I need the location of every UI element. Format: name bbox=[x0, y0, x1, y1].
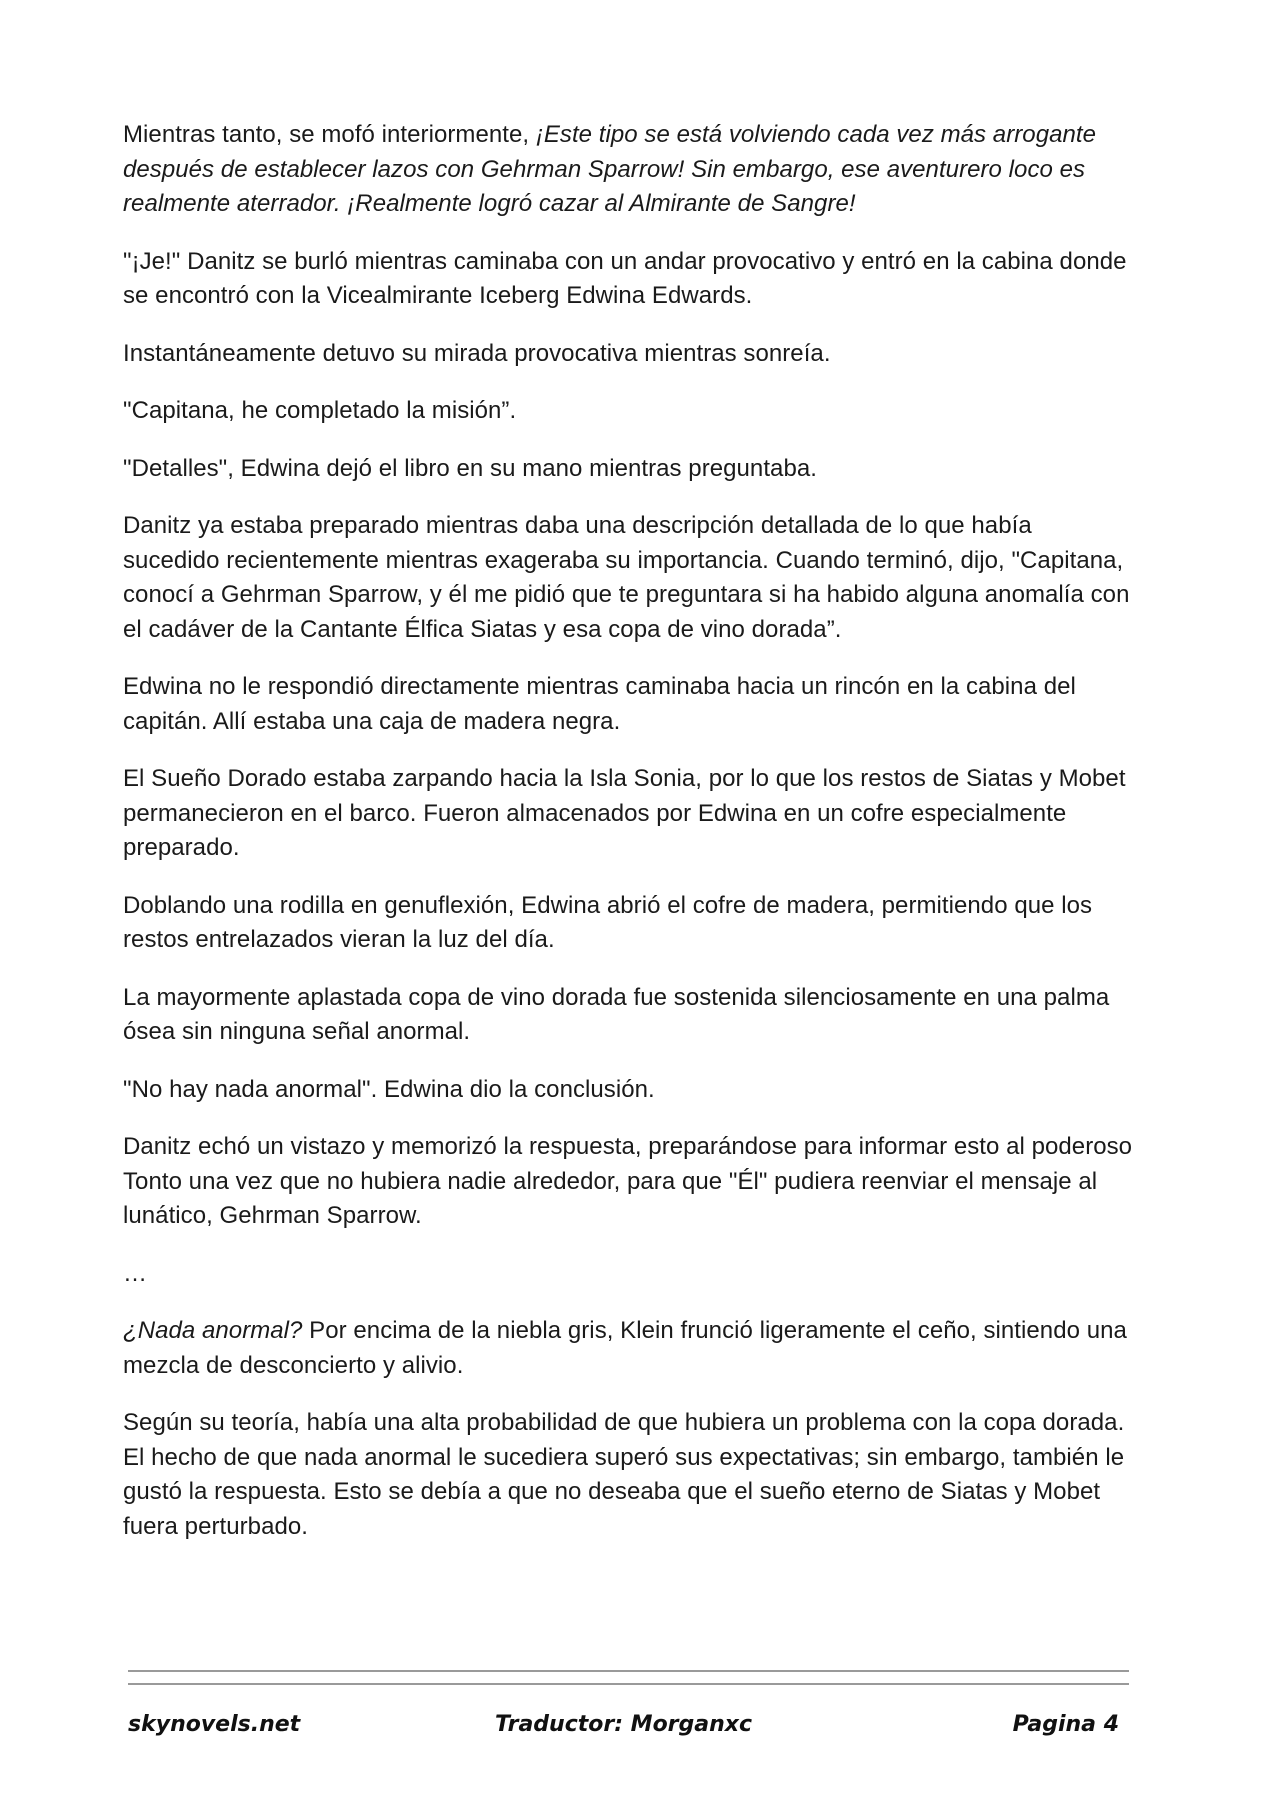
paragraph bbox=[123, 762, 1133, 866]
paragraph bbox=[123, 245, 1133, 314]
paragraph bbox=[123, 118, 1133, 222]
paragraph-text: El Sueño Dorado estaba zarpando hacia la Isla Sonia, por lo que los restos de Siatas y Mobet permanecieron en el barco. Fueron almacenados por Edwina en un cofre especialmente preparado. bbox=[123, 765, 1126, 861]
footer-site-name: skynovels.net bbox=[128, 1712, 301, 1737]
footer-page-number: Pagina 4 bbox=[1012, 1712, 1119, 1737]
paragraph-text: Por encima de la niebla gris, Klein frunció ligeramente el ceño, sintiendo una mezcla de desconcierto y alivio. bbox=[123, 1317, 1127, 1379]
paragraph bbox=[123, 1257, 1133, 1292]
paragraph-italic-text: ¿Nada anormal? bbox=[123, 1317, 303, 1344]
paragraph-text: "No hay nada anormal". Edwina dio la conclusión. bbox=[123, 1075, 655, 1103]
document-body bbox=[123, 118, 1133, 1567]
paragraph-text: "Detalles", Edwina dejó el libro en su mano mientras preguntaba. bbox=[123, 454, 817, 482]
paragraph-text: Edwina no le respondió directamente mientras caminaba hacia un rincón en la cabina del capitán. Allí estaba una caja de madera negra. bbox=[123, 673, 1076, 735]
paragraph-text: Danitz echó un vistazo y memorizó la respuesta, preparándose para informar esto al poderoso Tonto una vez que no hubiera nadie alrededor, para que "Él" pudiera reenviar el mensaje al lunático, Gehrman Sparrow. bbox=[123, 1133, 1133, 1229]
footer-divider-top bbox=[128, 1670, 1129, 1672]
footer-translator: Traductor: Morganxc bbox=[495, 1712, 753, 1737]
paragraph bbox=[123, 981, 1133, 1050]
footer-divider-bottom bbox=[128, 1683, 1129, 1685]
paragraph bbox=[123, 509, 1133, 647]
paragraph-text: La mayormente aplastada copa de vino dorada fue sostenida silenciosamente en una palma ósea sin ninguna señal anormal. bbox=[123, 983, 1110, 1045]
paragraph-text: Instantáneamente detuvo su mirada provocativa mientras sonreía. bbox=[123, 339, 831, 367]
paragraph bbox=[123, 670, 1133, 739]
paragraph bbox=[123, 1130, 1133, 1234]
paragraph-text: Danitz ya estaba preparado mientras daba una descripción detallada de lo que había sucedido recientemente mientras exageraba su importancia. Cuando terminó, dijo, "Capitana, conocí a Gehrman Sparrow, y él me pidió que te preguntara si ha habido alguna anomalía con el cadáver de la Cantante Élfica Siatas y esa copa de vino dorada”. bbox=[123, 512, 1130, 643]
paragraph bbox=[123, 889, 1133, 958]
paragraph-text: Mientras tanto, se mofó interiormente, bbox=[123, 121, 536, 148]
paragraph bbox=[123, 1314, 1133, 1383]
paragraph-italic-text: ¡Este tipo se está volviendo cada vez más arrogante después de establecer lazos con Gehrman Sparrow! Sin embargo, ese aventurero loco es realmente aterrador. ¡Realmente logró cazar al Almirante de Sangre! bbox=[123, 121, 1096, 217]
paragraph bbox=[123, 1406, 1133, 1544]
paragraph-text: … bbox=[123, 1259, 148, 1287]
paragraph bbox=[123, 337, 1133, 372]
paragraph-text: "Capitana, he completado la misión”. bbox=[123, 397, 517, 424]
paragraph-text: Según su teoría, había una alta probabilidad de que hubiera un problema con la copa dorada. El hecho de que nada anormal le sucediera superó sus expectativas; sin embargo, también le gustó la respuesta. Esto se debía a que no deseaba que el sueño eterno de Siatas y Mobet fuera perturbado. bbox=[123, 1409, 1125, 1540]
paragraph-text: Doblando una rodilla en genuflexión, Edwina abrió el cofre de madera, permitiendo que los restos entrelazados vieran la luz del día. bbox=[123, 891, 1093, 953]
page-footer bbox=[128, 1712, 1129, 1748]
paragraph bbox=[123, 452, 1133, 487]
paragraph-text: "¡Je!" Danitz se burló mientras caminaba con un andar provocativo y entró en la cabina donde se encontró con la Vicealmirante Iceberg Edwina Edwards. bbox=[123, 247, 1127, 309]
paragraph bbox=[123, 394, 1133, 429]
paragraph bbox=[123, 1073, 1133, 1108]
